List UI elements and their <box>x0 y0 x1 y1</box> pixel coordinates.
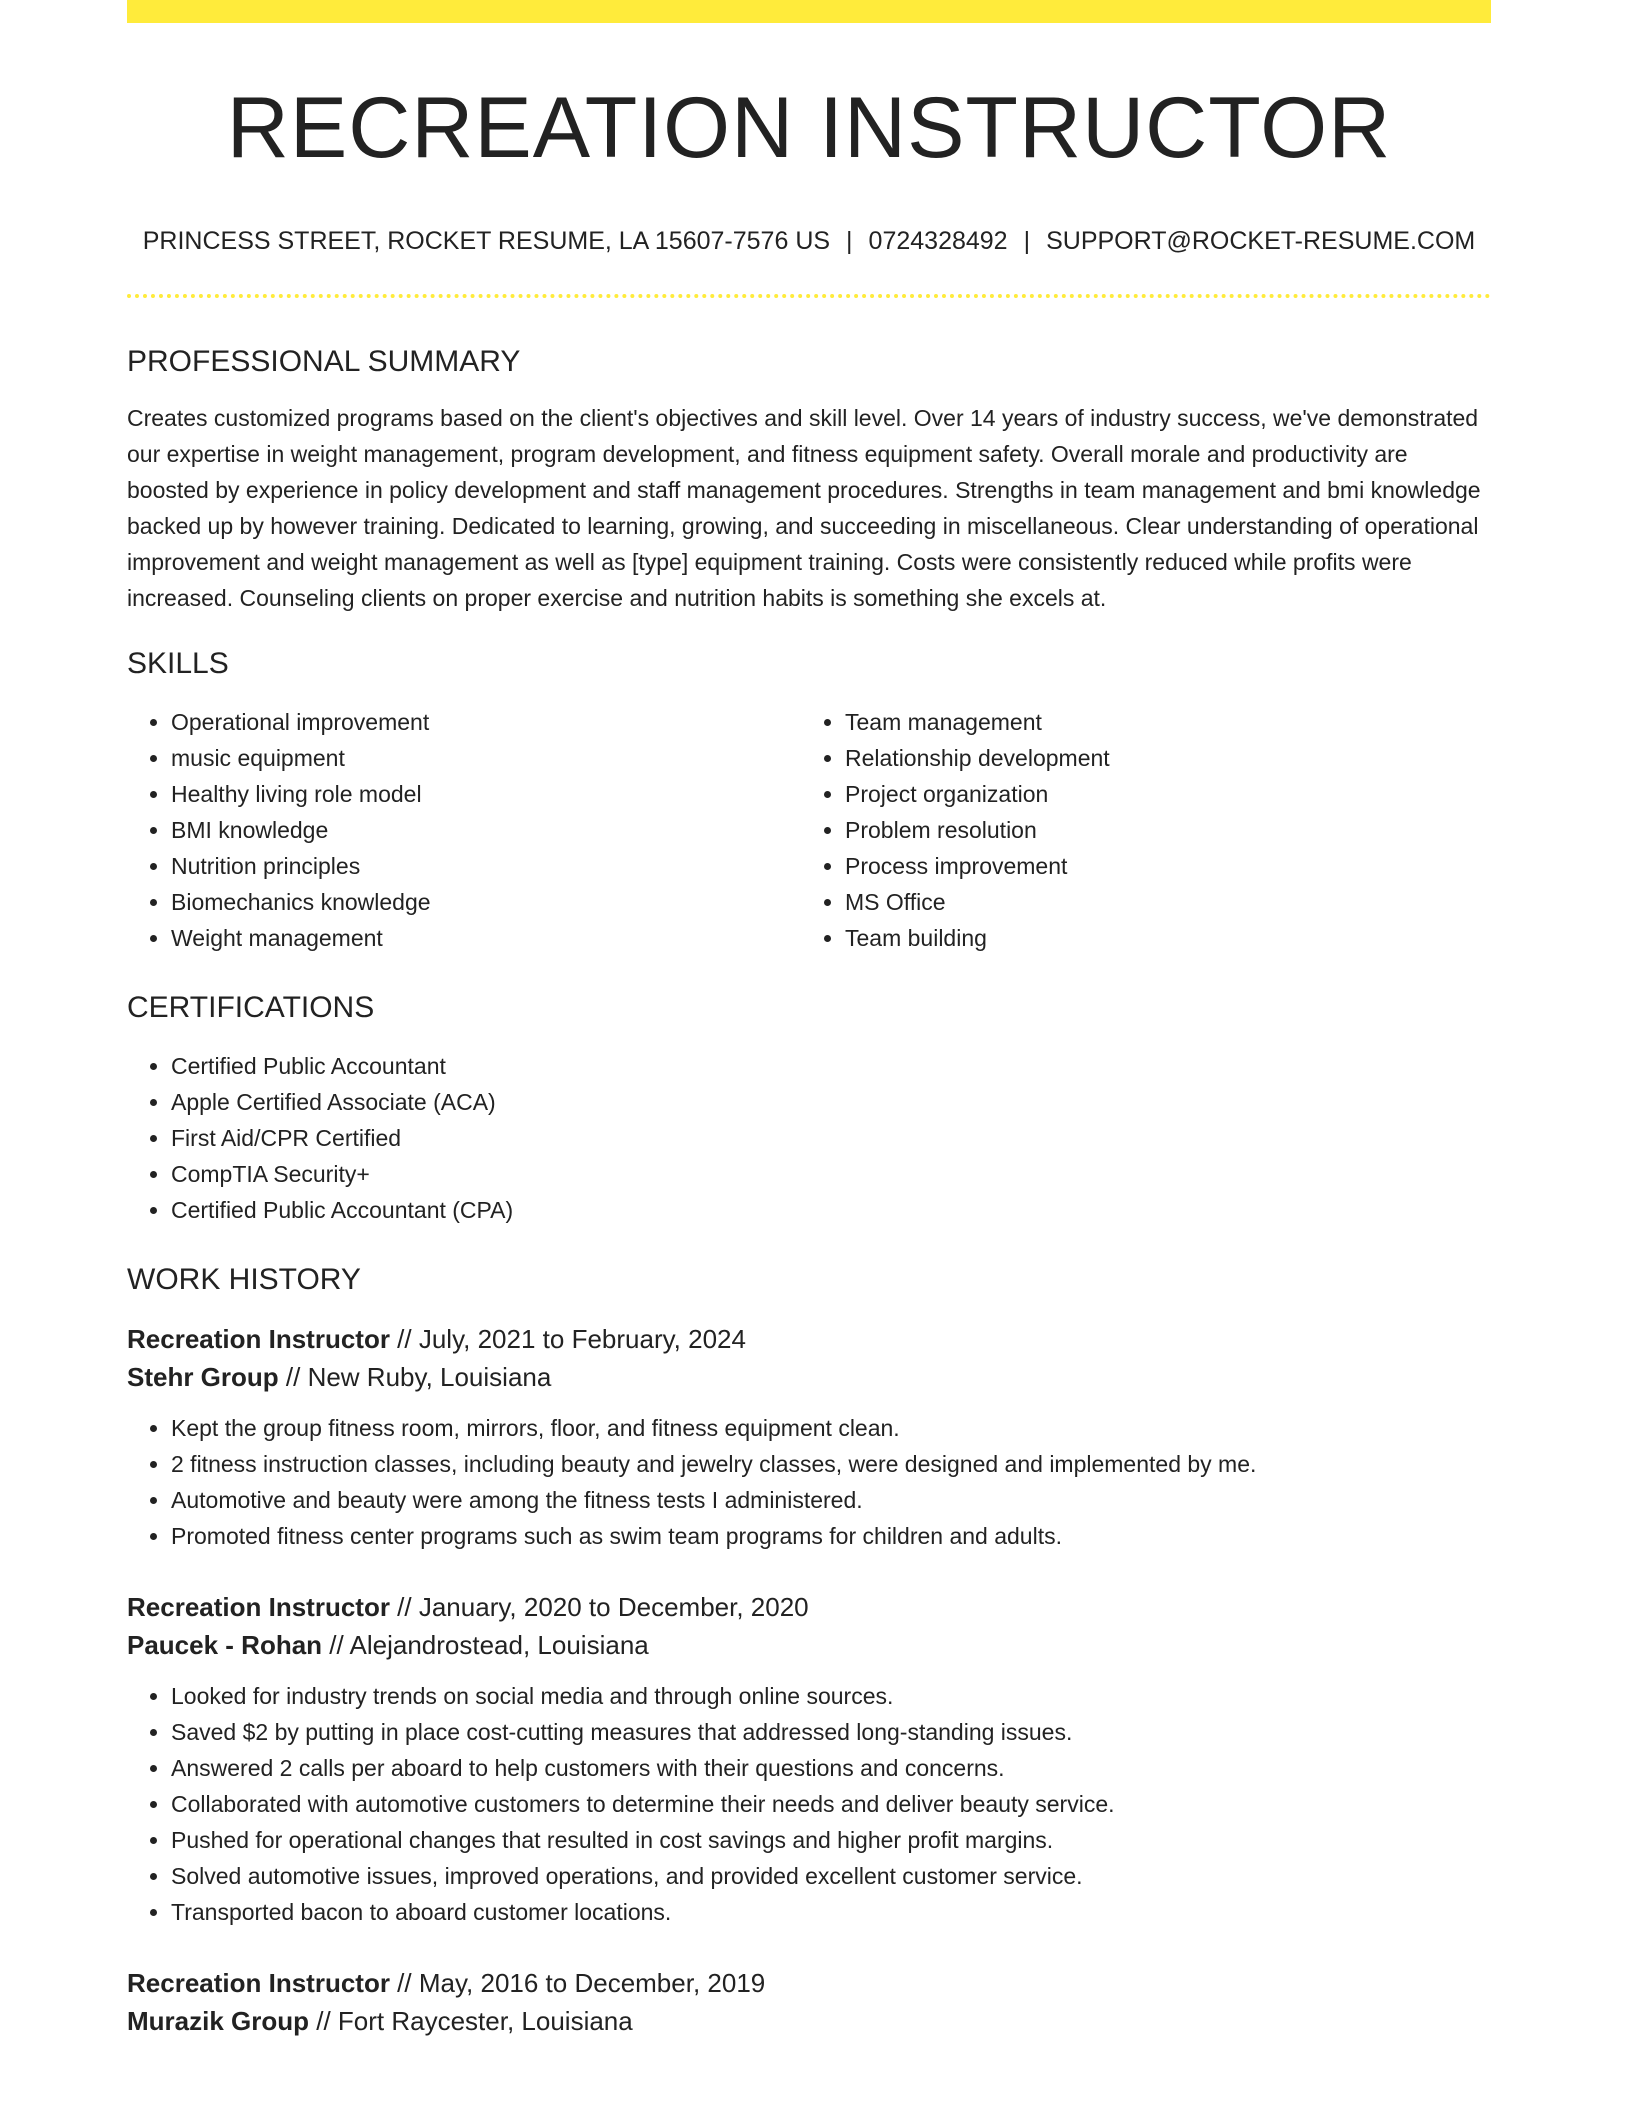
contact-email: SUPPORT@ROCKET-RESUME.COM <box>1046 226 1476 255</box>
job-bullet: • Transported bacon to aboard customer locations. <box>171 1894 1491 1930</box>
contact-separator: | <box>1023 226 1031 255</box>
skill-item: • Team management <box>845 704 1475 740</box>
accent-bar <box>127 0 1491 23</box>
job-role-line <box>127 1320 1491 1358</box>
skills-list-right <box>801 704 1475 956</box>
skill-item: • Healthy living role model <box>171 776 801 812</box>
contact-phone: 0724328492 <box>868 226 1008 255</box>
job-bullet: • Pushed for operational changes that resulted in cost savings and higher profit margins. <box>171 1822 1491 1858</box>
job-company-line <box>127 1626 1491 1664</box>
skill-item: • Project organization <box>845 776 1475 812</box>
skill-item: • Problem resolution <box>845 812 1475 848</box>
job-bullets <box>127 1410 1491 1554</box>
job-entry <box>127 1320 1491 1554</box>
resume-content <box>127 23 1491 2040</box>
certification-item: • Apple Certified Associate (ACA) <box>171 1084 1491 1120</box>
job-bullet: • Collaborated with automotive customers to determine their needs and deliver beauty service. <box>171 1786 1491 1822</box>
job-bullet: • Promoted fitness center programs such as swim team programs for children and adults. <box>171 1518 1491 1554</box>
job-entry <box>127 1588 1491 1930</box>
job-bullet: • Kept the group fitness room, mirrors, floor, and fitness equipment clean. <box>171 1410 1491 1446</box>
certifications-list <box>127 1048 1491 1228</box>
skill-item: • Biomechanics knowledge <box>171 884 801 920</box>
job-bullet: • Automotive and beauty were among the fitness tests I administered. <box>171 1482 1491 1518</box>
job-role: Recreation Instructor <box>127 1323 390 1354</box>
job-role: Recreation Instructor <box>127 1591 390 1622</box>
skill-item: • Nutrition principles <box>171 848 801 884</box>
contact-separator: | <box>846 226 853 255</box>
job-company: Murazik Group <box>127 2005 310 2036</box>
job-location: // Fort Raycester, Louisiana <box>309 2005 633 2036</box>
skill-item: • Operational improvement <box>171 704 801 740</box>
certifications-heading: CERTIFICATIONS <box>127 990 375 1024</box>
job-role: Recreation Instructor <box>127 1967 390 1998</box>
dotted-divider <box>127 294 1491 298</box>
contact-address: PRINCESS STREET, ROCKET RESUME, LA 15607-7576 US <box>142 226 831 255</box>
job-bullet: • Answered 2 calls per aboard to help customers with their questions and concerns. <box>171 1750 1491 1786</box>
job-bullet: • Looked for industry trends on social media and through online sources. <box>171 1678 1491 1714</box>
skill-item: • Relationship development <box>845 740 1475 776</box>
skill-item: • Weight management <box>171 920 801 956</box>
skill-item: • MS Office <box>845 884 1475 920</box>
job-location: // Alejandrostead, Louisiana <box>322 1629 649 1660</box>
skill-item: • music equipment <box>171 740 801 776</box>
skills-columns <box>127 704 1491 956</box>
skills-list-left <box>127 704 801 956</box>
certification-item: • Certified Public Accountant (CPA) <box>171 1192 1491 1228</box>
job-dates: // May, 2016 to December, 2019 <box>389 1967 766 1998</box>
job-bullet: • 2 fitness instruction classes, including beauty and jewelry classes, were designed and implemented by me. <box>171 1446 1491 1482</box>
job-company: Stehr Group <box>127 1361 279 1392</box>
job-company: Paucek - Rohan <box>127 1629 323 1660</box>
job-bullet: • Solved automotive issues, improved operations, and provided excellent customer service. <box>171 1858 1491 1894</box>
certification-item: • CompTIA Security+ <box>171 1156 1491 1192</box>
job-company-line <box>127 2002 1491 2040</box>
job-bullet: • Saved $2 by putting in place cost-cutting measures that addressed long-standing issues. <box>171 1714 1491 1750</box>
job-bullets <box>127 1678 1491 1930</box>
job-company-line <box>127 1358 1491 1396</box>
summary-heading: PROFESSIONAL SUMMARY <box>127 344 521 378</box>
certification-item: • First Aid/CPR Certified <box>171 1120 1491 1156</box>
skill-item: • BMI knowledge <box>171 812 801 848</box>
job-entry <box>127 1964 1491 2040</box>
job-location: // New Ruby, Louisiana <box>278 1361 552 1392</box>
job-role-line <box>127 1588 1491 1626</box>
skill-item: • Team building <box>845 920 1475 956</box>
contact-line <box>127 226 1491 256</box>
job-dates: // July, 2021 to February, 2024 <box>389 1323 746 1354</box>
skill-item: • Process improvement <box>845 848 1475 884</box>
resume-title: RECREATION INSTRUCTOR <box>226 80 1392 176</box>
summary-text: Creates customized programs based on the client's objectives and skill level. Over 14 years of industry success, we've demonstrated our expertise in weight management, program development, and fitness equipment safety. Overall morale and productivity are boosted by experience in policy development and staff management procedures. Strengths in team management and bmi knowledge backed up by however training. Dedicated to learning, growing, and succeeding in miscellaneous. Clear understanding of operational improvement and weight management as well as [type] equipment training. Costs were consistently reduced while profits were increased. Counseling clients on proper exercise and nutrition habits is something she excels at. <box>127 404 1481 611</box>
job-dates: // January, 2020 to December, 2020 <box>389 1591 809 1622</box>
job-role-line <box>127 1964 1491 2002</box>
skills-heading: SKILLS <box>127 646 229 680</box>
work-history-heading: WORK HISTORY <box>127 1262 361 1296</box>
certification-item: • Certified Public Accountant <box>171 1048 1491 1084</box>
